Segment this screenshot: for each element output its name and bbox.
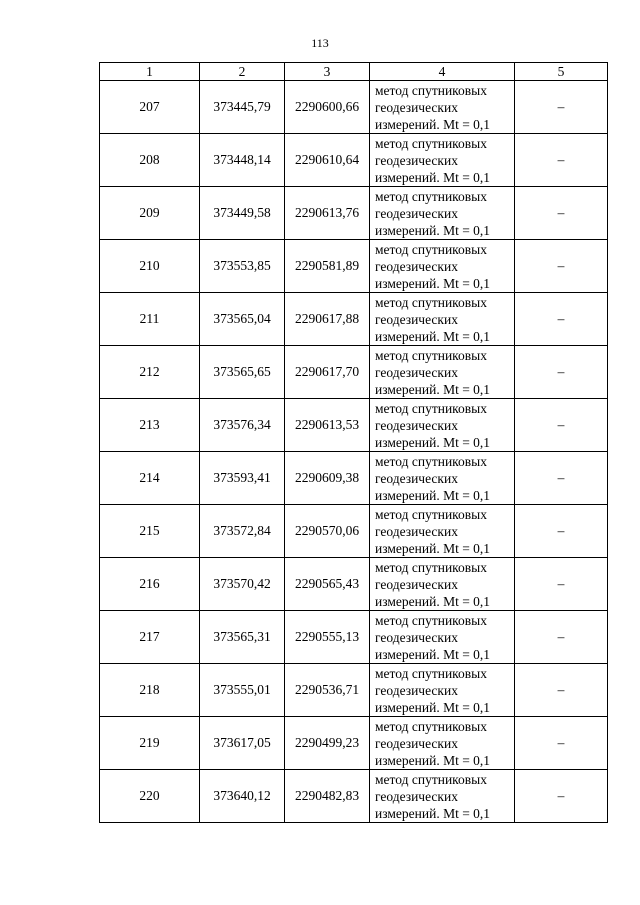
y-coordinate-cell: 2290610,64: [285, 134, 370, 187]
note-cell: –: [515, 346, 608, 399]
x-coordinate-cell: 373565,65: [200, 346, 285, 399]
table-header: [100, 63, 608, 81]
x-coordinate-cell: 373640,12: [200, 770, 285, 823]
method-line: измерений. Mt = 0,1: [375, 753, 491, 768]
x-coordinate-cell: 373445,79: [200, 81, 285, 134]
column-header-4: 4: [370, 63, 515, 81]
y-coordinate-cell: 2290600,66: [285, 81, 370, 134]
header-row: [100, 63, 608, 81]
method-line: измерений. Mt = 0,1: [375, 276, 491, 291]
table-row: [100, 611, 608, 664]
point-number-cell: 220: [100, 770, 200, 823]
method-line: геодезических: [375, 789, 458, 804]
method-line: метод спутниковых: [375, 666, 487, 681]
method-line: геодезических: [375, 630, 458, 645]
point-number-cell: 207: [100, 81, 200, 134]
y-coordinate-cell: 2290555,13: [285, 611, 370, 664]
y-coordinate-cell: 2290613,53: [285, 399, 370, 452]
method-line: измерений. Mt = 0,1: [375, 382, 491, 397]
method-line: измерений. Mt = 0,1: [375, 806, 491, 821]
method-cell: [370, 346, 515, 399]
point-number-cell: 210: [100, 240, 200, 293]
method-line: геодезических: [375, 100, 458, 115]
method-line: измерений. Mt = 0,1: [375, 223, 491, 238]
method-line: измерений. Mt = 0,1: [375, 700, 491, 715]
method-line: геодезических: [375, 524, 458, 539]
point-number-cell: 217: [100, 611, 200, 664]
point-number-cell: 209: [100, 187, 200, 240]
method-cell: [370, 81, 515, 134]
y-coordinate-cell: 2290499,23: [285, 717, 370, 770]
note-cell: –: [515, 187, 608, 240]
column-header-3: 3: [285, 63, 370, 81]
method-line: измерений. Mt = 0,1: [375, 594, 491, 609]
table-row: [100, 717, 608, 770]
method-line: метод спутниковых: [375, 401, 487, 416]
table-row: [100, 81, 608, 134]
y-coordinate-cell: 2290617,88: [285, 293, 370, 346]
method-line: геодезических: [375, 577, 458, 592]
note-cell: –: [515, 717, 608, 770]
note-cell: –: [515, 293, 608, 346]
note-cell: –: [515, 134, 608, 187]
method-line: геодезических: [375, 312, 458, 327]
note-cell: –: [515, 81, 608, 134]
column-header-2: 2: [200, 63, 285, 81]
x-coordinate-cell: 373553,85: [200, 240, 285, 293]
note-cell: –: [515, 770, 608, 823]
method-cell: [370, 664, 515, 717]
table-row: [100, 452, 608, 505]
method-line: измерений. Mt = 0,1: [375, 170, 491, 185]
method-line: измерений. Mt = 0,1: [375, 488, 491, 503]
table-row: [100, 505, 608, 558]
method-line: метод спутниковых: [375, 719, 487, 734]
x-coordinate-cell: 373593,41: [200, 452, 285, 505]
y-coordinate-cell: 2290581,89: [285, 240, 370, 293]
method-line: метод спутниковых: [375, 454, 487, 469]
method-line: измерений. Mt = 0,1: [375, 329, 491, 344]
method-cell: [370, 770, 515, 823]
method-line: метод спутниковых: [375, 772, 487, 787]
x-coordinate-cell: 373448,14: [200, 134, 285, 187]
method-line: метод спутниковых: [375, 348, 487, 363]
note-cell: –: [515, 399, 608, 452]
page-number: 113: [311, 36, 329, 50]
table-row: [100, 664, 608, 717]
point-number-cell: 215: [100, 505, 200, 558]
method-line: измерений. Mt = 0,1: [375, 647, 491, 662]
method-cell: [370, 452, 515, 505]
x-coordinate-cell: 373570,42: [200, 558, 285, 611]
method-cell: [370, 293, 515, 346]
y-coordinate-cell: 2290565,43: [285, 558, 370, 611]
method-line: геодезических: [375, 365, 458, 380]
method-line: геодезических: [375, 259, 458, 274]
table-row: [100, 346, 608, 399]
method-cell: [370, 399, 515, 452]
table-row: [100, 399, 608, 452]
method-line: метод спутниковых: [375, 560, 487, 575]
method-line: метод спутниковых: [375, 83, 487, 98]
table-row: [100, 770, 608, 823]
note-cell: –: [515, 240, 608, 293]
table-row: [100, 134, 608, 187]
method-line: геодезических: [375, 683, 458, 698]
x-coordinate-cell: 373565,04: [200, 293, 285, 346]
y-coordinate-cell: 2290613,76: [285, 187, 370, 240]
method-cell: [370, 240, 515, 293]
y-coordinate-cell: 2290482,83: [285, 770, 370, 823]
method-line: геодезических: [375, 471, 458, 486]
x-coordinate-cell: 373555,01: [200, 664, 285, 717]
method-line: метод спутниковых: [375, 613, 487, 628]
table-row: [100, 293, 608, 346]
method-line: метод спутниковых: [375, 507, 487, 522]
coordinates-table: [99, 62, 608, 823]
method-line: метод спутниковых: [375, 242, 487, 257]
x-coordinate-cell: 373576,34: [200, 399, 285, 452]
x-coordinate-cell: 373617,05: [200, 717, 285, 770]
method-cell: [370, 187, 515, 240]
method-line: метод спутниковых: [375, 295, 487, 310]
note-cell: –: [515, 558, 608, 611]
method-line: геодезических: [375, 418, 458, 433]
method-cell: [370, 505, 515, 558]
method-cell: [370, 611, 515, 664]
column-header-5: 5: [515, 63, 608, 81]
method-line: измерений. Mt = 0,1: [375, 541, 491, 556]
method-line: метод спутниковых: [375, 136, 487, 151]
note-cell: –: [515, 664, 608, 717]
method-cell: [370, 134, 515, 187]
x-coordinate-cell: 373572,84: [200, 505, 285, 558]
method-cell: [370, 558, 515, 611]
method-line: измерений. Mt = 0,1: [375, 435, 491, 450]
method-line: метод спутниковых: [375, 189, 487, 204]
table-body: [100, 81, 608, 823]
point-number-cell: 219: [100, 717, 200, 770]
point-number-cell: 208: [100, 134, 200, 187]
y-coordinate-cell: 2290609,38: [285, 452, 370, 505]
point-number-cell: 213: [100, 399, 200, 452]
method-line: измерений. Mt = 0,1: [375, 117, 491, 132]
method-line: геодезических: [375, 153, 458, 168]
point-number-cell: 214: [100, 452, 200, 505]
method-line: геодезических: [375, 206, 458, 221]
x-coordinate-cell: 373449,58: [200, 187, 285, 240]
table-row: [100, 240, 608, 293]
x-coordinate-cell: 373565,31: [200, 611, 285, 664]
y-coordinate-cell: 2290570,06: [285, 505, 370, 558]
point-number-cell: 216: [100, 558, 200, 611]
y-coordinate-cell: 2290617,70: [285, 346, 370, 399]
point-number-cell: 218: [100, 664, 200, 717]
y-coordinate-cell: 2290536,71: [285, 664, 370, 717]
note-cell: –: [515, 505, 608, 558]
note-cell: –: [515, 611, 608, 664]
table-row: [100, 558, 608, 611]
method-cell: [370, 717, 515, 770]
column-header-1: 1: [100, 63, 200, 81]
point-number-cell: 211: [100, 293, 200, 346]
note-cell: –: [515, 452, 608, 505]
table-row: [100, 187, 608, 240]
method-line: геодезических: [375, 736, 458, 751]
point-number-cell: 212: [100, 346, 200, 399]
